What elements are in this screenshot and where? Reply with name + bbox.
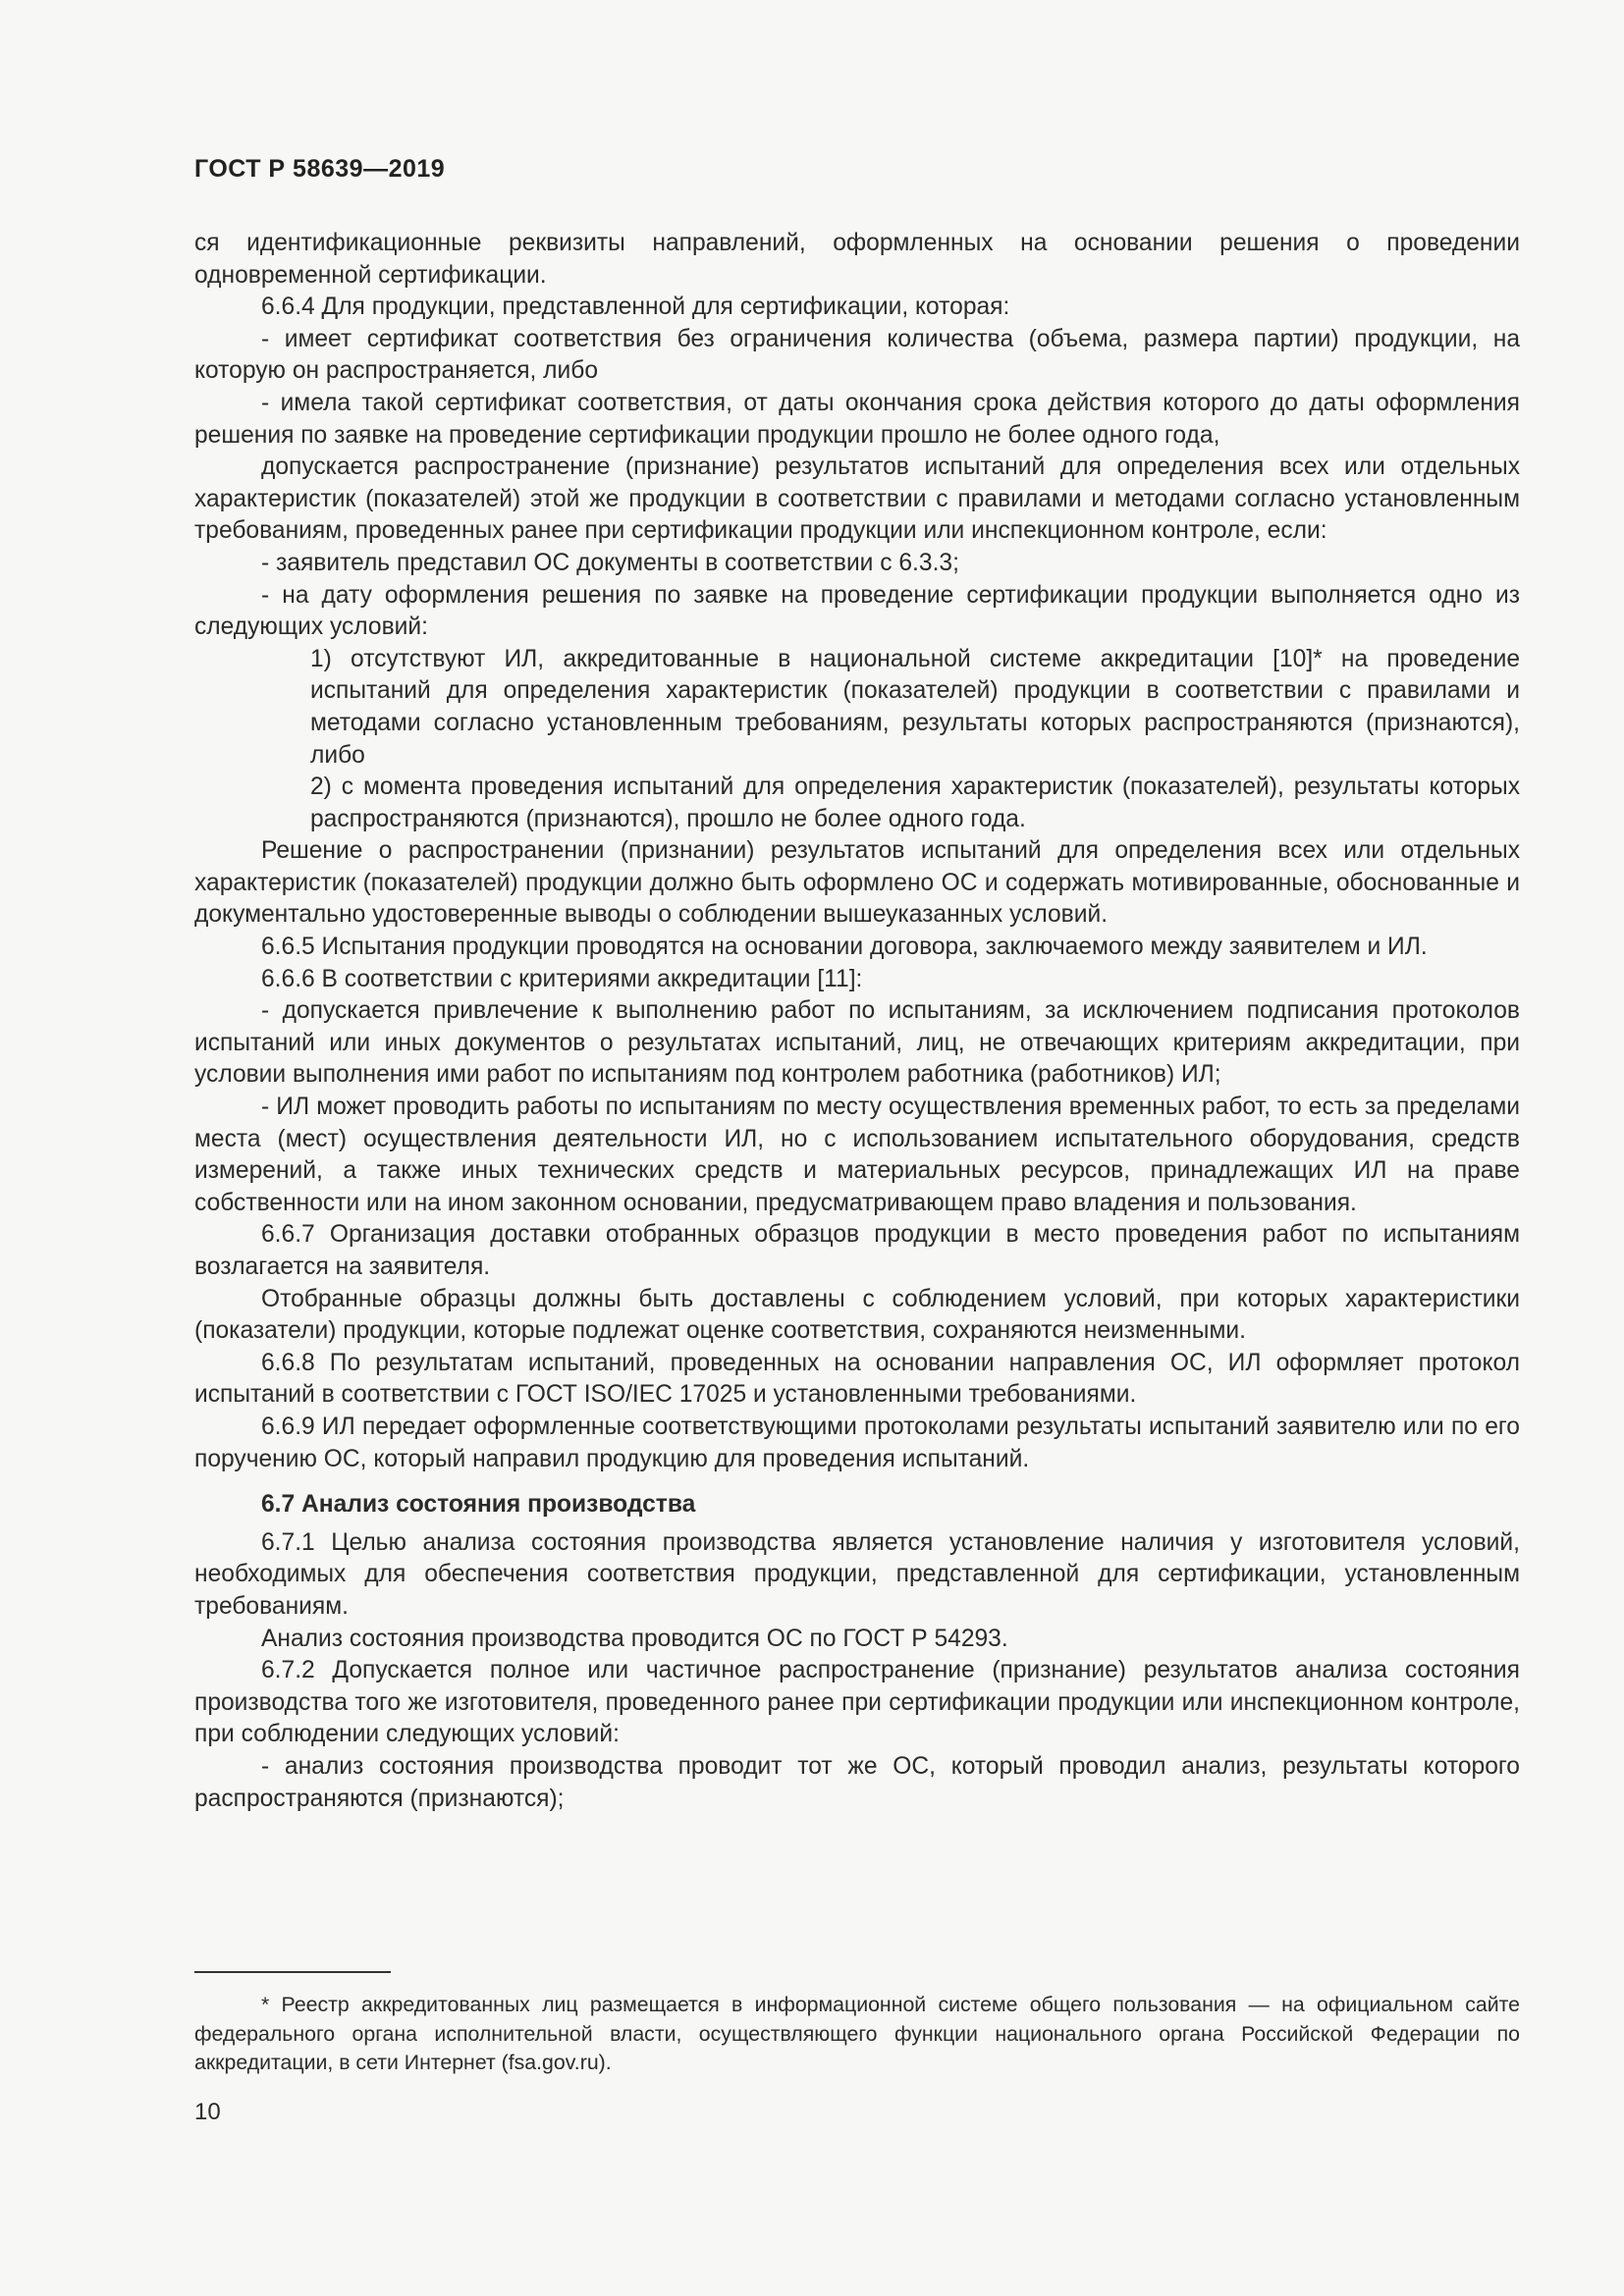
paragraph: - на дату оформления решения по заявке на проведение сертификации продукции выполняется одно из следующих условий: [194, 581, 1520, 641]
footnote-divider [194, 1971, 391, 1973]
section-heading: 6.7 Анализ состояния производства [261, 1491, 696, 1519]
clause-6-6-4: 6.6.4 Для продукции, представленной для сертификации, которая: [261, 294, 1010, 321]
clause-6-7-2: 6.7.2 Допускается полное или частичное распространение (признание) результатов анализа состояния производства того же изготовителя, проведенного ранее при сертификации продукции или инспекционном контроле, при соблюдении следующих условий: [194, 1657, 1520, 1748]
clause-6-6-9: 6.6.9 ИЛ передает оформленные соответствующими протоколами результаты испытаний заявителю или по его поручению ОС, который направил продукцию для проведения испытаний. [194, 1413, 1520, 1472]
clause-6-6-6: 6.6.6 В соответствии с критериями аккредитации [11]: [261, 965, 863, 992]
paragraph: Решение о распространении (признании) результатов испытаний для определения всех или отдельных характеристик (показателей) продукции должно быть оформлено ОС и содержать мотивированные, обоснованные и документально удостоверенные выводы о соблюдении вышеуказанных условий. [194, 837, 1520, 929]
paragraph: - допускается привлечение к выполнению работ по испытаниям, за исключением подписания протоколов испытаний или иных документов о результатах испытаний, лиц, не отвечающих критериям аккредитации, при условии выполнения ими работ по испытаниям под контролем работника (работников) ИЛ; [194, 997, 1520, 1089]
list-item: 1) отсутствуют ИЛ, аккредитованные в национальной системе аккредитации [10]* на проведение испытаний для определения характеристик (показателей) продукции в соответствии с правилами и методами согласно установленным требованиям, результаты которых распространяются (признаются), либо [310, 645, 1520, 769]
clause-6-6-5: 6.6.5 Испытания продукции проводятся на основании договора, заключаемого между заявителем и ИЛ. [261, 934, 1428, 961]
footnote: * Реестр аккредитованных лиц размещается в информационной системе общего пользования — на официальном сайте федерального органа исполнительной власти, осуществляющего функции национального органа Российской Федерации по аккредитации, в сети Интернет (fsa.gov.ru). [194, 1993, 1520, 2075]
clause-6-7-1: 6.7.1 Целью анализа состояния производства является установление наличия у изготовителя условий, необходимых для обеспечения соответствия продукции, представленной для сертификации, установленным требованиям. [194, 1528, 1520, 1620]
paragraph: - анализ состояния производства проводит тот же ОС, который проводил анализ, результаты которого распространяются (признаются); [194, 1752, 1520, 1812]
paragraph: - ИЛ может проводить работы по испытаниям по месту осуществления временных работ, то есть за пределами места (мест) осуществления деятельности ИЛ, но с использованием испытательного оборудования, средств измерений, а также иных технических средств и материальных ресурсов, принадлежащих ИЛ на праве собственности или на ином законном основании, предусматривающем право владения и пользования. [194, 1094, 1520, 1216]
document-header: ГОСТ Р 58639—2019 [194, 155, 446, 183]
paragraph: Отобранные образцы должны быть доставлены с соблюдением условий, при которых характеристики (показатели) продукции, которые подлежат оценке соответствия, сохраняются неизменными. [194, 1285, 1520, 1345]
paragraph: - имеет сертификат соответствия без ограничения количества (объема, размера партии) продукции, на которую он распространяется, либо [194, 325, 1520, 385]
clause-6-6-8: 6.6.8 По результатам испытаний, проведенных на основании направления ОС, ИЛ оформляет протокол испытаний в соответствии с ГОСТ ISO/IEC 17025 и установленными требованиями. [194, 1349, 1520, 1409]
paragraph: - заявитель представил ОС документы в соответствии с 6.3.3; [261, 549, 959, 576]
paragraph: Анализ состояния производства проводится ОС по ГОСТ Р 54293. [261, 1625, 1008, 1652]
paragraph: ся идентификационные реквизиты направлений, оформленных на основании решения о проведении одновременной сертификации. [194, 230, 1520, 289]
paragraph: допускается распространение (признание) результатов испытаний для определения всех или отдельных характеристик (показателей) этой же продукции в соответствии с правилами и методами согласно установленным требованиям, проведенных ранее при сертификации продукции или инспекционном контроле, если: [194, 454, 1520, 545]
paragraph: - имела такой сертификат соответствия, от даты окончания срока действия которого до даты оформления решения по заявке на проведение сертификации продукции прошло не более одного года, [194, 389, 1520, 449]
page-number: 10 [194, 2099, 221, 2125]
document-body [194, 228, 1520, 1815]
list-item: 2) с момента проведения испытаний для определения характеристик (показателей), результаты которых распространяются (признаются), прошло не более одного года. [310, 774, 1520, 832]
clause-6-6-7: 6.6.7 Организация доставки отобранных образцов продукции в место проведения работ по испытаниям возлагается на заявителя. [194, 1221, 1520, 1280]
